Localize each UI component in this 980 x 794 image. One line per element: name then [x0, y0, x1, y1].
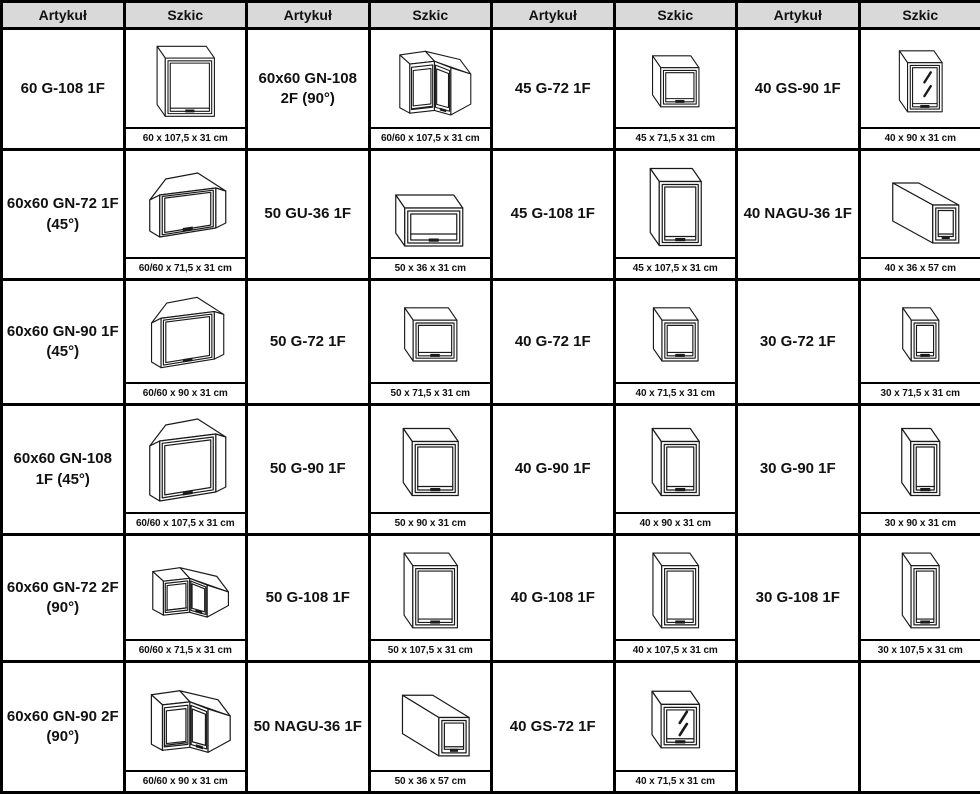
sketch-cell-content	[371, 153, 491, 277]
sketch-area	[861, 32, 980, 127]
column-header-szkic: Szkic	[859, 2, 980, 29]
sketch-cell-content	[616, 538, 736, 659]
cabinet-sketch-40-gs-72-1f	[622, 667, 730, 768]
sketch-area	[861, 153, 980, 257]
sketch-cell-content	[126, 665, 246, 790]
cabinet-sketch-40-g-108-1f	[622, 540, 730, 637]
article-code-cell: 40 G-108 1F	[492, 535, 615, 662]
sketch-area	[371, 32, 491, 127]
header-row	[2, 2, 980, 29]
sketch-cell-content	[371, 32, 491, 147]
sketch-cell-content	[371, 665, 491, 790]
sketch-cell	[859, 535, 980, 662]
table-row	[2, 150, 980, 280]
sketch-cell-content	[861, 408, 980, 532]
article-code-cell: 60x60 GN-90 1F (45°)	[2, 280, 125, 405]
sketch-cell	[859, 405, 980, 535]
sketch-cell-content	[861, 538, 980, 659]
sketch-cell-content	[126, 538, 246, 659]
cabinet-sketch-60x60-gn-108-2f-90	[377, 34, 485, 125]
sketch-area	[616, 32, 736, 127]
article-code-cell: 40 NAGU-36 1F	[737, 150, 860, 280]
article-code-cell: 60x60 GN-72 1F (45°)	[2, 150, 125, 280]
dimension-label: 40 x 71,5 x 31 cm	[616, 382, 736, 402]
sketch-cell	[369, 535, 492, 662]
empty-cell	[737, 662, 860, 793]
sketch-area	[861, 408, 980, 512]
dimension-label: 50 x 36 x 31 cm	[371, 257, 491, 277]
column-header-artykul: Artykuł	[737, 2, 860, 29]
table-row	[2, 29, 980, 150]
sketch-cell-content	[371, 408, 491, 532]
article-code-cell: 50 G-90 1F	[247, 405, 370, 535]
sketch-area	[616, 665, 736, 770]
article-code-cell: 60x60 GN-108 1F (45°)	[2, 405, 125, 535]
column-header-artykul: Artykuł	[247, 2, 370, 29]
sketch-cell-content	[861, 32, 980, 147]
sketch-area	[371, 408, 491, 512]
cabinet-sketch-50-g-72-1f	[377, 285, 485, 380]
sketch-cell-content	[616, 665, 736, 790]
cabinet-sketch-50-g-108-1f	[377, 540, 485, 637]
sketch-cell	[369, 280, 492, 405]
sketch-cell	[124, 405, 247, 535]
article-code-cell: 40 G-72 1F	[492, 280, 615, 405]
sketch-cell	[614, 150, 737, 280]
cabinet-sketch-60-g-108-1f	[132, 34, 240, 125]
dimension-label: 60/60 x 90 x 31 cm	[126, 770, 246, 790]
dimension-label: 60/60 x 90 x 31 cm	[126, 382, 246, 402]
dimension-label: 40 x 107,5 x 31 cm	[616, 639, 736, 659]
cabinet-sketch-60x60-gn-72-1f-45	[132, 155, 240, 255]
dimension-label: 50 x 71,5 x 31 cm	[371, 382, 491, 402]
sketch-area	[616, 538, 736, 639]
sketch-cell	[124, 29, 247, 150]
cabinet-sketch-50-nagu-36-1f	[377, 667, 485, 768]
sketch-cell-content	[616, 153, 736, 277]
dimension-label: 50 x 107,5 x 31 cm	[371, 639, 491, 659]
dimension-label: 30 x 107,5 x 31 cm	[861, 639, 980, 659]
sketch-area	[616, 408, 736, 512]
article-code-cell: 50 GU-36 1F	[247, 150, 370, 280]
sketch-cell	[369, 29, 492, 150]
sketch-cell	[614, 280, 737, 405]
table-row	[2, 405, 980, 535]
sketch-area	[126, 283, 246, 382]
dimension-label: 50 x 36 x 57 cm	[371, 770, 491, 790]
dimension-label: 40 x 90 x 31 cm	[861, 127, 980, 147]
sketch-area	[371, 538, 491, 639]
cabinet-sketch-40-nagu-36-1f	[867, 155, 975, 255]
article-code-cell: 40 GS-72 1F	[492, 662, 615, 793]
sketch-cell	[124, 662, 247, 793]
column-header-szkic: Szkic	[369, 2, 492, 29]
column-header-artykul: Artykuł	[492, 2, 615, 29]
empty-cell	[859, 662, 980, 793]
cabinet-sketch-45-g-108-1f	[622, 155, 730, 255]
dimension-label: 60 x 107,5 x 31 cm	[126, 127, 246, 147]
column-header-artykul: Artykuł	[2, 2, 125, 29]
dimension-label: 60/60 x 71,5 x 31 cm	[126, 257, 246, 277]
sketch-cell	[614, 29, 737, 150]
sketch-area	[861, 283, 980, 382]
dimension-label: 60/60 x 107,5 x 31 cm	[371, 127, 491, 147]
dimension-label: 40 x 90 x 31 cm	[616, 512, 736, 532]
sketch-cell	[859, 29, 980, 150]
article-code-cell: 60x60 GN-90 2F (90°)	[2, 662, 125, 793]
sketch-cell	[859, 150, 980, 280]
cabinet-sketch-60x60-gn-108-1f-45	[132, 410, 240, 510]
sketch-area	[861, 538, 980, 639]
article-code-cell: 40 G-90 1F	[492, 405, 615, 535]
sketch-area	[126, 538, 246, 639]
cabinet-sketch-60x60-gn-90-2f-90	[132, 667, 240, 768]
sketch-cell-content	[616, 408, 736, 532]
article-code-cell: 50 G-108 1F	[247, 535, 370, 662]
sketch-cell	[614, 405, 737, 535]
sketch-cell-content	[371, 283, 491, 402]
sketch-cell-content	[126, 408, 246, 532]
article-code-cell: 50 NAGU-36 1F	[247, 662, 370, 793]
sketch-cell	[369, 405, 492, 535]
sketch-cell	[614, 535, 737, 662]
column-header-szkic: Szkic	[614, 2, 737, 29]
dimension-label: 40 x 71,5 x 31 cm	[616, 770, 736, 790]
cabinet-sketch-50-gu-36-1f	[377, 155, 485, 255]
cabinet-sketch-40-g-90-1f	[622, 410, 730, 510]
cabinet-sketch-60x60-gn-72-2f-90	[132, 540, 240, 637]
sketch-area	[616, 283, 736, 382]
column-header-szkic: Szkic	[124, 2, 247, 29]
article-code-cell: 30 G-90 1F	[737, 405, 860, 535]
sketch-cell	[369, 150, 492, 280]
cabinet-sketch-50-g-90-1f	[377, 410, 485, 510]
sketch-cell	[369, 662, 492, 793]
article-code-cell: 30 G-108 1F	[737, 535, 860, 662]
article-code-cell: 45 G-72 1F	[492, 29, 615, 150]
sketch-area	[371, 665, 491, 770]
sketch-area	[126, 32, 246, 127]
cabinet-sketch-40-gs-90-1f	[867, 34, 975, 125]
article-code-cell: 30 G-72 1F	[737, 280, 860, 405]
sketch-area	[126, 153, 246, 257]
cabinet-sketch-30-g-90-1f	[867, 410, 975, 510]
article-code-cell: 60 G-108 1F	[2, 29, 125, 150]
dimension-label: 30 x 71,5 x 31 cm	[861, 382, 980, 402]
table-row	[2, 535, 980, 662]
sketch-cell	[124, 280, 247, 405]
sketch-area	[126, 665, 246, 770]
sketch-cell	[614, 662, 737, 793]
article-code-cell: 60x60 GN-108 2F (90°)	[247, 29, 370, 150]
cabinet-sketch-30-g-108-1f	[867, 540, 975, 637]
dimension-label: 60/60 x 71,5 x 31 cm	[126, 639, 246, 659]
article-code-cell: 60x60 GN-72 2F (90°)	[2, 535, 125, 662]
cabinet-sketch-45-g-72-1f	[622, 34, 730, 125]
sketch-area	[616, 153, 736, 257]
dimension-label: 45 x 71,5 x 31 cm	[616, 127, 736, 147]
cabinet-sketch-40-g-72-1f	[622, 285, 730, 380]
dimension-label: 30 x 90 x 31 cm	[861, 512, 980, 532]
dimension-label: 50 x 90 x 31 cm	[371, 512, 491, 532]
dimension-label: 45 x 107,5 x 31 cm	[616, 257, 736, 277]
sketch-cell-content	[861, 153, 980, 277]
sketch-cell-content	[861, 283, 980, 402]
sketch-cell	[859, 280, 980, 405]
table-row	[2, 662, 980, 793]
sketch-cell-content	[126, 32, 246, 147]
article-code-cell: 50 G-72 1F	[247, 280, 370, 405]
sketch-area	[371, 153, 491, 257]
sketch-cell-content	[616, 32, 736, 147]
article-code-cell: 40 GS-90 1F	[737, 29, 860, 150]
sketch-cell-content	[126, 153, 246, 277]
dimension-label: 40 x 36 x 57 cm	[861, 257, 980, 277]
cabinet-sketch-30-g-72-1f	[867, 285, 975, 380]
sketch-cell-content	[616, 283, 736, 402]
article-code-cell: 45 G-108 1F	[492, 150, 615, 280]
sketch-cell-content	[371, 538, 491, 659]
sketch-cell	[124, 535, 247, 662]
sketch-area	[126, 408, 246, 512]
sketch-area	[371, 283, 491, 382]
cabinet-sketch-60x60-gn-90-1f-45	[132, 285, 240, 380]
sketch-cell-content	[126, 283, 246, 402]
table-row	[2, 280, 980, 405]
dimension-label: 60/60 x 107,5 x 31 cm	[126, 512, 246, 532]
sketch-cell	[124, 150, 247, 280]
